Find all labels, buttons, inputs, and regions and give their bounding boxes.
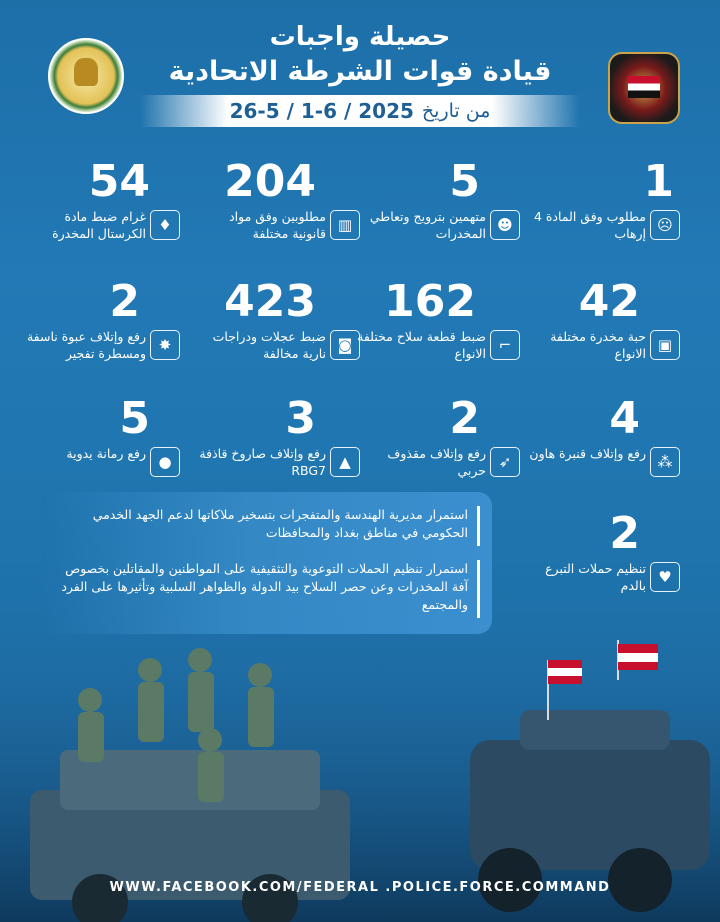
blood-donation-icon: ♥ xyxy=(650,562,680,592)
stat-description: حبة مخدرة مختلفة الانواع xyxy=(550,329,646,361)
federal-police-logo xyxy=(48,38,124,114)
rocket-icon: ▲ xyxy=(330,447,360,477)
stat-value: 2 xyxy=(449,393,480,444)
stat-card xyxy=(510,510,680,610)
panel-divider xyxy=(477,506,480,546)
stat-description: تنظيم حملات التبرع بالدم xyxy=(545,561,646,593)
stat-description: رفع وإتلاف صاروخ قاذفة RBG7 xyxy=(199,446,326,478)
ministry-of-interior-logo xyxy=(608,52,680,124)
date-range-bar xyxy=(140,95,580,127)
title-line-1: حصيلة واجبات xyxy=(269,22,451,52)
projectile-icon: ➶ xyxy=(490,447,520,477)
stat-description: رفع رمانة يدوية xyxy=(66,446,146,461)
stat-card xyxy=(510,278,680,378)
stat-card xyxy=(10,158,180,258)
stat-description: رفع وإتلاف مقذوف حربي xyxy=(387,446,486,478)
panel-paragraph-awareness: استمرار تنظيم الحملات التوعوية والتثقيفية على المواطنين والمقاتلين بخصوص آفة المخدرات وعن حصر السلاح بيد الدولة والظواهر السلبية وتأثيرها على الفرد والمجتمع xyxy=(61,561,468,612)
title-line-2: قيادة قوات الشرطة الاتحادية xyxy=(168,56,552,87)
iraq-flag-icon xyxy=(628,76,660,98)
stat-value: 162 xyxy=(384,276,476,327)
stat-description: مطلوب وفق المادة 4 إرهاب xyxy=(533,209,646,241)
stat-description: ضبط قطعة سلاح مختلفة الانواع xyxy=(357,329,486,361)
stat-card xyxy=(10,395,180,495)
panel-divider xyxy=(477,560,480,618)
crystal-drug-icon: ♦ xyxy=(150,210,180,240)
facebook-url-footer[interactable]: WWW.FACEBOOK.COM/FEDERAL .POLICE.FORCE.COMMAND xyxy=(109,880,611,895)
stat-description: غرام ضبط مادة الكرستال المخدرة xyxy=(52,209,146,241)
eagle-emblem-icon xyxy=(74,58,98,86)
stat-value: 3 xyxy=(285,393,316,444)
suspect-mugshot-icon: ☻ xyxy=(490,210,520,240)
car-icon: ◙ xyxy=(330,330,360,360)
stat-card xyxy=(190,158,360,258)
stat-card xyxy=(190,278,360,378)
stat-value: 42 xyxy=(578,276,640,327)
stat-value: 1 xyxy=(643,156,674,207)
stat-value: 2 xyxy=(609,508,640,559)
stat-card xyxy=(190,395,360,495)
jail-bars-icon: ▥ xyxy=(330,210,360,240)
stat-description: متهمين بترويج وتعاطي المخدرات xyxy=(369,209,486,241)
stat-value: 2 xyxy=(109,276,140,327)
hand-grenade-icon: ● xyxy=(150,447,180,477)
pistol-icon: ⌐ xyxy=(490,330,520,360)
stat-card xyxy=(350,395,520,495)
stat-card xyxy=(510,158,680,258)
handcuffed-person-icon: ☹ xyxy=(650,210,680,240)
mortar-shells-icon: ⁂ xyxy=(650,447,680,477)
stat-value: 54 xyxy=(88,156,150,207)
stat-description: رفع وإتلاف عبوة ناسفة ومسطرة تفجير xyxy=(26,329,146,361)
notes-panel xyxy=(42,492,492,634)
date-label: من تاريخ xyxy=(421,100,491,122)
stat-description: رفع وإتلاف قنبرة هاون xyxy=(529,446,646,461)
explosion-icon: ✸ xyxy=(150,330,180,360)
stat-value: 4 xyxy=(609,393,640,444)
stat-card xyxy=(10,278,180,378)
panel-paragraph-engineering: استمرار مديرية الهندسة والمتفجرات بتسخير ملاكاتها لدعم الجهد الخدمي الحكومي في مناطق بغداد والمحافظات xyxy=(92,507,468,540)
date-value: 26-5 / 1-6 / 2025 xyxy=(229,99,414,123)
stat-description: مطلوبين وفق مواد قانونية مختلفة xyxy=(229,209,326,241)
stat-value: 204 xyxy=(224,156,316,207)
stat-description: ضبط عجلات ودراجات نارية مخالفة xyxy=(212,329,326,361)
pills-icon: ▣ xyxy=(650,330,680,360)
stat-card xyxy=(350,278,520,378)
stat-value: 5 xyxy=(119,393,150,444)
stat-value: 423 xyxy=(224,276,316,327)
stat-card xyxy=(510,395,680,495)
stat-card xyxy=(350,158,520,258)
stat-value: 5 xyxy=(449,156,480,207)
